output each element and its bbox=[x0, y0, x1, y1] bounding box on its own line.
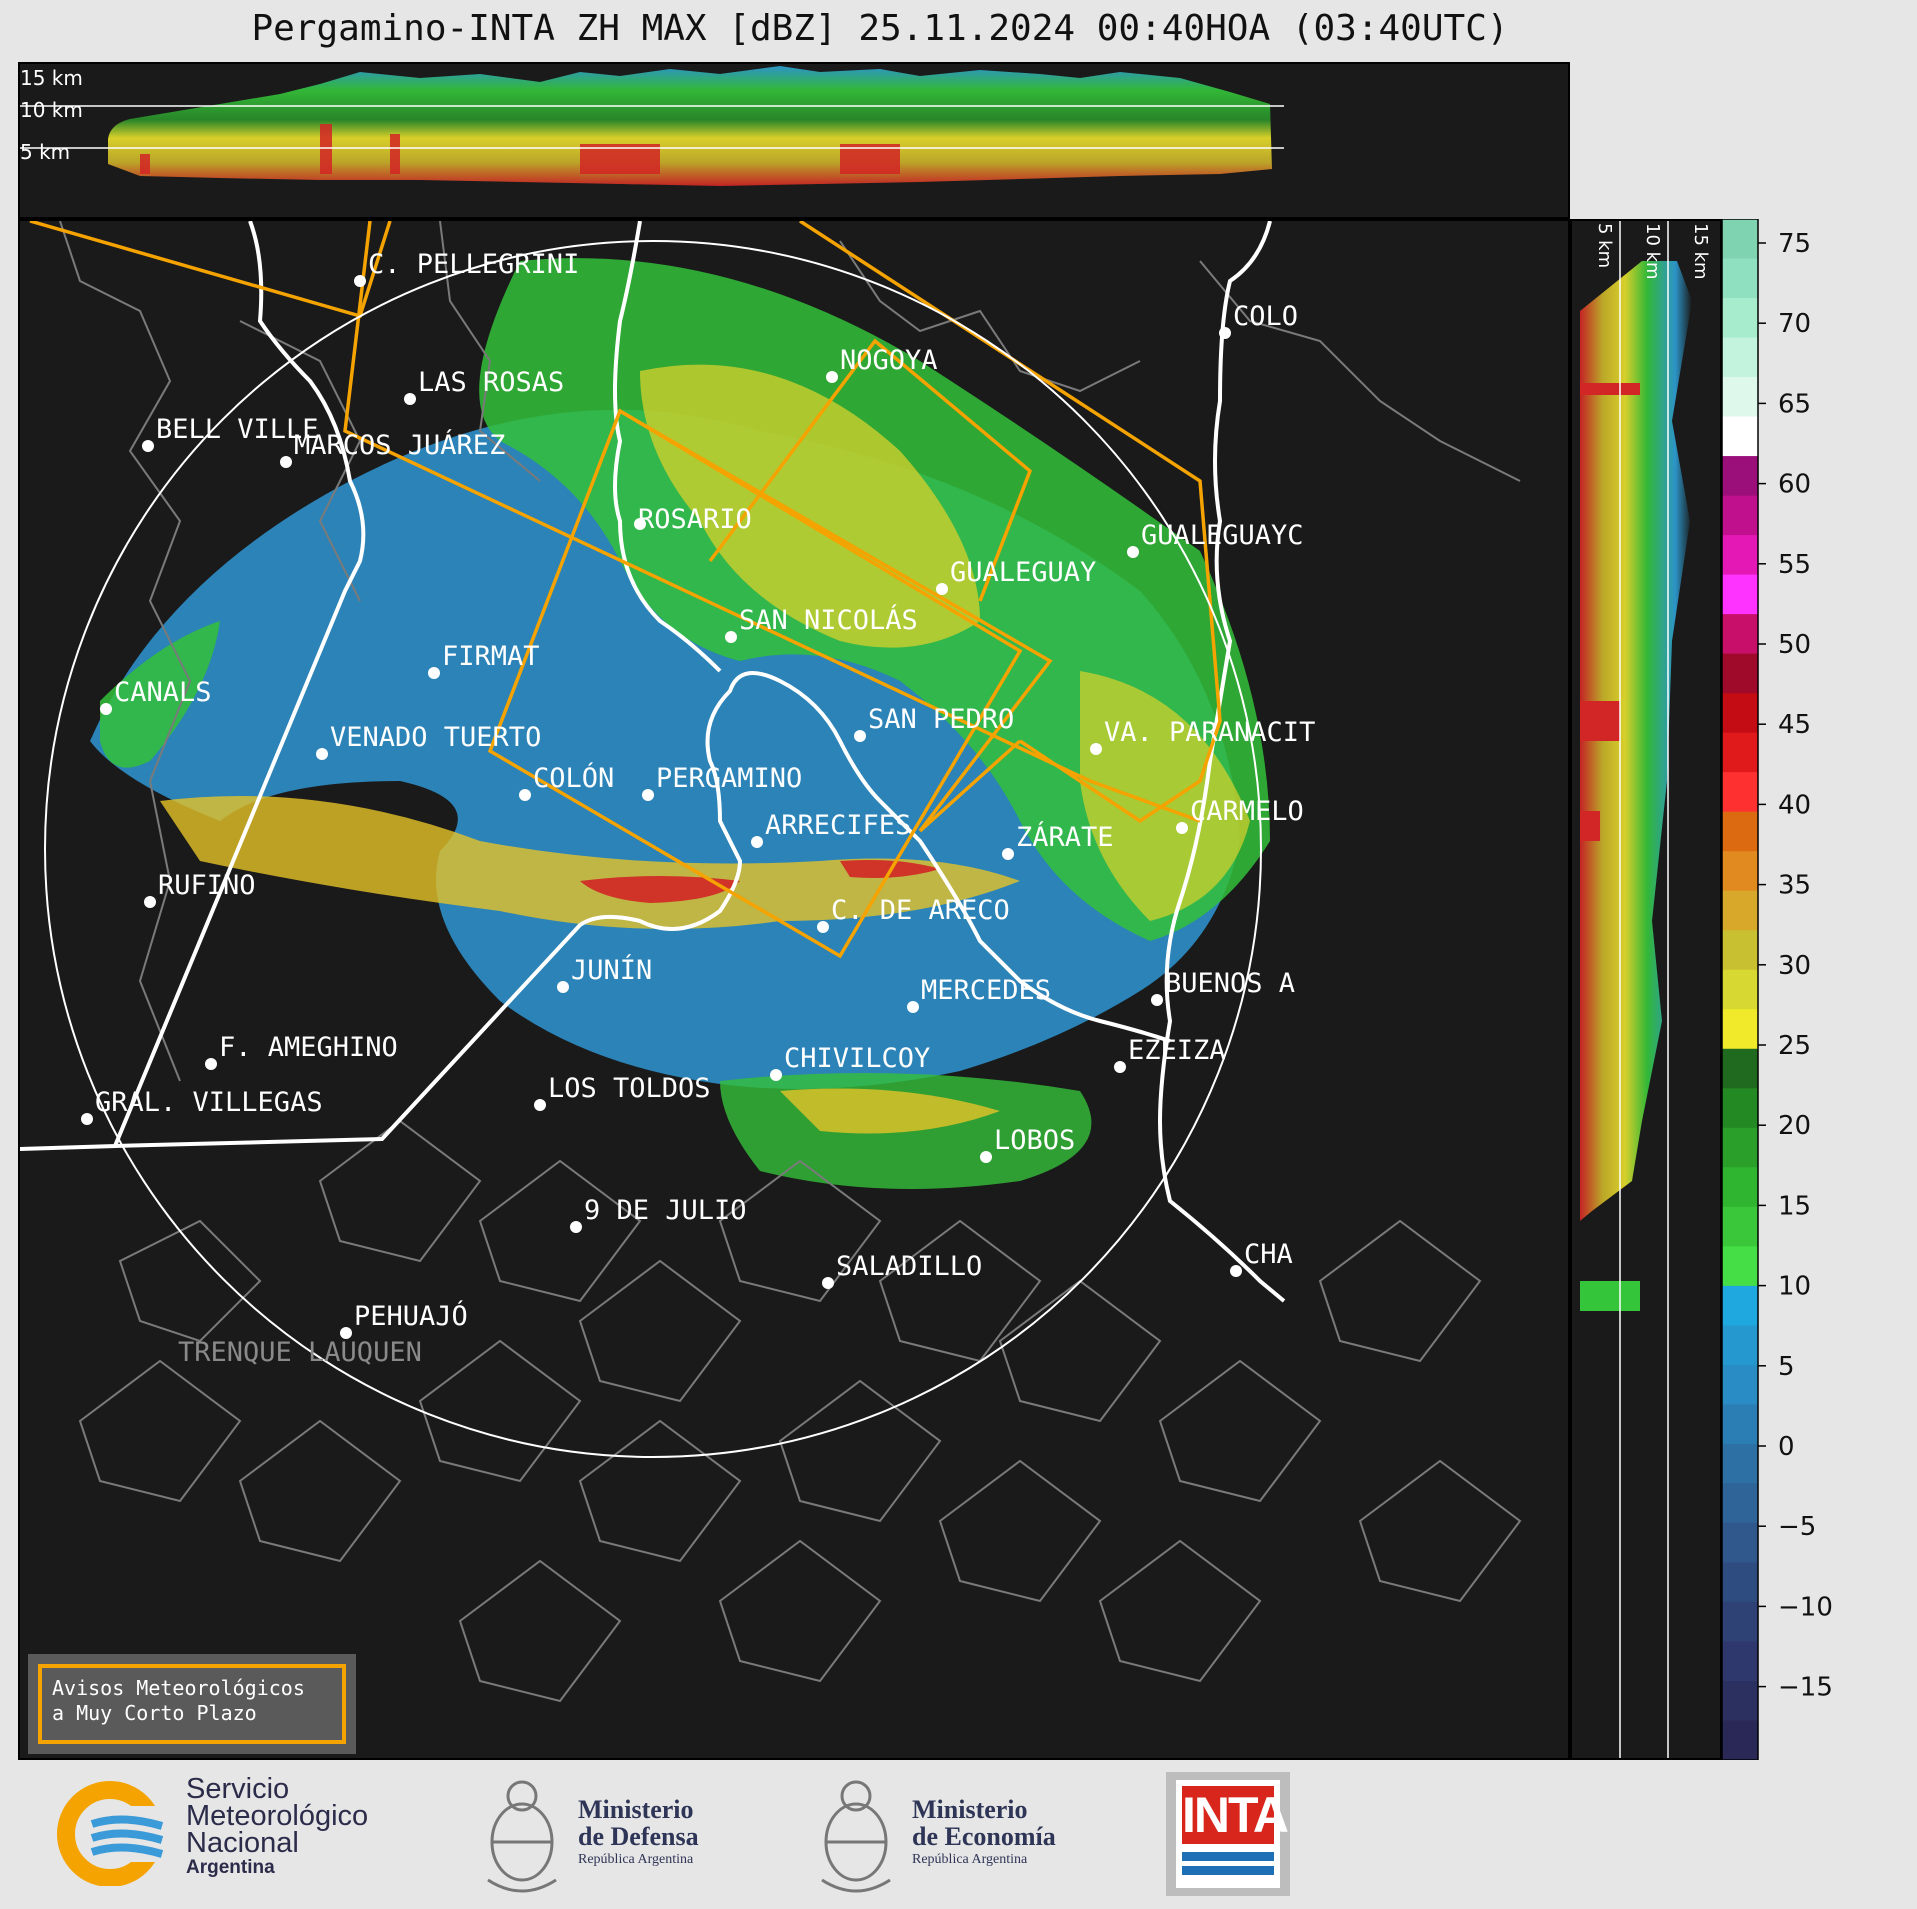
city-label: CARMELO bbox=[1190, 796, 1304, 827]
colorbar-band bbox=[1722, 259, 1758, 299]
colorbar-tick-label: 40 bbox=[1778, 790, 1812, 821]
colorbar-bands bbox=[1722, 219, 1758, 1760]
city-buenos-a bbox=[1151, 968, 1295, 1006]
city-label: RUFINO bbox=[158, 870, 256, 901]
colorbar-tick-label: −15 bbox=[1778, 1672, 1833, 1703]
colorbar-tick-label: −5 bbox=[1778, 1512, 1817, 1543]
city-label: LOBOS bbox=[994, 1125, 1076, 1156]
defensa-coat-of-arms-icon bbox=[478, 1762, 568, 1902]
inta-logo bbox=[1166, 1772, 1290, 1896]
city-label: VA. PARANACIT bbox=[1104, 717, 1316, 748]
city-label: TRENQUE LAUQUEN bbox=[178, 1337, 422, 1368]
city-label: LAS ROSAS bbox=[418, 367, 565, 398]
top-cross-section bbox=[18, 62, 1570, 219]
city-pehuaj- bbox=[340, 1300, 468, 1339]
city-label: MARCOS JUÁREZ bbox=[294, 430, 506, 461]
city-label: ARRECIFES bbox=[765, 810, 912, 841]
colorbar-tick-label: 20 bbox=[1778, 1111, 1812, 1142]
defensa-line2: de Defensa bbox=[578, 1822, 699, 1851]
colorbar-band bbox=[1722, 1365, 1758, 1405]
city-marker-icon bbox=[822, 1277, 834, 1289]
city-marker-icon bbox=[354, 275, 366, 287]
city-label: EZEIZA bbox=[1128, 1035, 1226, 1066]
city-cha bbox=[1230, 1239, 1293, 1277]
side-altitude-label-15km: 15 km bbox=[1690, 223, 1711, 280]
warning-legend-line1: Avisos Meteorológicos bbox=[52, 1676, 305, 1700]
colorbar-band bbox=[1722, 417, 1758, 457]
city-label: CANALS bbox=[114, 677, 212, 708]
city-label: SALADILLO bbox=[836, 1251, 983, 1282]
smn-emblem-icon bbox=[52, 1776, 172, 1886]
city-rosario bbox=[634, 504, 752, 535]
colorbar-tick-label: 30 bbox=[1778, 950, 1812, 981]
colorbar-band bbox=[1722, 575, 1758, 615]
colorbar-band bbox=[1722, 1720, 1758, 1760]
colorbar-band bbox=[1722, 1483, 1758, 1523]
colorbar-band bbox=[1722, 1009, 1758, 1049]
city-marker-icon bbox=[854, 730, 866, 742]
city-ezeiza bbox=[1114, 1035, 1226, 1073]
city-colo bbox=[1219, 301, 1298, 339]
side-altitude-label-5km: 5 km bbox=[1594, 223, 1615, 269]
city-9-de-julio bbox=[570, 1195, 747, 1233]
city-marker-icon bbox=[907, 1001, 919, 1013]
colorbar-band bbox=[1722, 654, 1758, 694]
city-label: GUALEGUAY bbox=[950, 557, 1097, 588]
defensa-line3: República Argentina bbox=[578, 1852, 694, 1867]
city-gral-villegas bbox=[81, 1087, 323, 1125]
city-los-toldos bbox=[534, 1073, 711, 1111]
top-echo-profile bbox=[108, 66, 1272, 186]
smn-logo bbox=[52, 1773, 422, 1886]
colorbar-band bbox=[1722, 535, 1758, 575]
colorbar-band bbox=[1722, 1404, 1758, 1444]
city-marker-icon bbox=[570, 1221, 582, 1233]
city-marker-icon bbox=[1219, 327, 1231, 339]
city-marker-icon bbox=[100, 703, 112, 715]
city-bell-ville bbox=[142, 414, 319, 452]
city-label: BUENOS A bbox=[1165, 968, 1296, 999]
chart-title: Pergamino-INTA ZH MAX [dBZ] 25.11.2024 00:40HOA (03:40UTC) bbox=[251, 8, 1509, 49]
colorbar-band bbox=[1722, 1641, 1758, 1681]
smn-line1: Servicio bbox=[186, 1773, 290, 1805]
colorbar-tick-label: 50 bbox=[1778, 630, 1812, 660]
city-marker-icon bbox=[142, 440, 154, 452]
city-label: COLO bbox=[1233, 301, 1299, 332]
economia-coat-of-arms-icon bbox=[812, 1762, 902, 1902]
smn-line2: Meteorológico bbox=[186, 1800, 369, 1832]
colorbar-band bbox=[1722, 1562, 1758, 1602]
city-marker-icon bbox=[1176, 822, 1188, 834]
colorbar-band bbox=[1722, 693, 1758, 733]
colorbar-band bbox=[1722, 1602, 1758, 1642]
colorbar-band bbox=[1722, 298, 1758, 338]
colorbar-band bbox=[1722, 1246, 1758, 1286]
city-marker-icon bbox=[404, 393, 416, 405]
altitude-label-15km: 15 km bbox=[20, 66, 83, 90]
city-label: NOGOYA bbox=[840, 345, 938, 376]
colorbar-band bbox=[1722, 1444, 1758, 1484]
smn-line4: Argentina bbox=[186, 1857, 275, 1878]
colorbar-band bbox=[1722, 772, 1758, 812]
colorbar-tick-label: −10 bbox=[1778, 1592, 1833, 1623]
city-marker-icon bbox=[81, 1113, 93, 1125]
side-altitude-label-10km: 10 km bbox=[1642, 223, 1663, 280]
side-cross-section bbox=[1570, 219, 1722, 1760]
city-label: PERGAMINO bbox=[656, 763, 803, 794]
colorbar-band bbox=[1722, 1681, 1758, 1721]
city-marker-icon bbox=[725, 631, 737, 643]
colorbar-band bbox=[1722, 1523, 1758, 1563]
defensa-line1: Ministerio bbox=[578, 1795, 694, 1824]
colorbar-ticks bbox=[1758, 229, 1833, 1703]
colorbar-band bbox=[1722, 1207, 1758, 1247]
warning-legend bbox=[28, 1654, 356, 1754]
warning-polygon-northwest[interactable] bbox=[30, 221, 390, 316]
city-marker-icon bbox=[557, 981, 569, 993]
city-label: CHA bbox=[1244, 1239, 1293, 1270]
defensa-logo bbox=[478, 1762, 758, 1902]
city-rufino bbox=[144, 870, 256, 908]
city-label: GUALEGUAYC bbox=[1141, 520, 1304, 551]
city-label: ZÁRATE bbox=[1016, 822, 1114, 853]
altitude-label-10km: 10 km bbox=[20, 98, 83, 122]
city-marker-icon bbox=[770, 1069, 782, 1081]
colorbar-tick-label: 25 bbox=[1778, 1031, 1812, 1061]
city-label: F. AMEGHINO bbox=[219, 1032, 398, 1063]
colorbar bbox=[1722, 219, 1917, 1760]
colorbar-tick-label: 10 bbox=[1778, 1271, 1812, 1302]
city-marker-icon bbox=[1230, 1265, 1242, 1277]
city-label: PEHUAJÓ bbox=[354, 1301, 468, 1332]
city-saladillo bbox=[822, 1251, 982, 1289]
colorbar-band bbox=[1722, 812, 1758, 852]
top-cross-section-echoes bbox=[20, 64, 1568, 217]
city-marker-icon bbox=[936, 583, 948, 595]
colorbar-band bbox=[1722, 733, 1758, 773]
colorbar-tick-label: 35 bbox=[1778, 870, 1812, 901]
colorbar-band bbox=[1722, 614, 1758, 654]
colorbar-band bbox=[1722, 338, 1758, 378]
city-label: ROSARIO bbox=[638, 504, 752, 535]
colorbar-band bbox=[1722, 1128, 1758, 1168]
city-label: C. PELLEGRINI bbox=[368, 249, 580, 280]
city-marker-icon bbox=[1002, 848, 1014, 860]
colorbar-tick-label: 70 bbox=[1778, 309, 1812, 340]
city-label: CHIVILCOY bbox=[784, 1043, 931, 1074]
city-marker-icon bbox=[980, 1151, 992, 1163]
city-marker-icon bbox=[1114, 1061, 1126, 1073]
economia-line3: República Argentina bbox=[912, 1852, 1028, 1867]
radar-map[interactable] bbox=[18, 219, 1570, 1760]
city-marker-icon bbox=[316, 748, 328, 760]
colorbar-band bbox=[1722, 1286, 1758, 1326]
city-label: LOS TOLDOS bbox=[548, 1073, 711, 1104]
colorbar-tick-label: 15 bbox=[1778, 1191, 1812, 1222]
city-label: 9 DE JULIO bbox=[584, 1195, 747, 1226]
city-marker-icon bbox=[519, 789, 531, 801]
colorbar-band bbox=[1722, 377, 1758, 417]
inta-wordmark: INTA bbox=[1182, 1787, 1287, 1843]
city-label: VENADO TUERTO bbox=[330, 722, 542, 753]
logo-bar bbox=[0, 1762, 1917, 1909]
city-marker-icon bbox=[144, 896, 156, 908]
economia-line2: de Economía bbox=[912, 1822, 1056, 1851]
city-label: SAN NICOLÁS bbox=[739, 605, 918, 636]
colorbar-tick-label: 45 bbox=[1778, 710, 1812, 741]
colorbar-tick-label: 65 bbox=[1778, 389, 1812, 420]
city-marker-icon bbox=[817, 921, 829, 933]
city-label: FIRMAT bbox=[442, 641, 540, 672]
side-echo-south bbox=[1580, 1281, 1640, 1311]
colorbar-band bbox=[1722, 456, 1758, 496]
colorbar-tick-label: 55 bbox=[1778, 549, 1812, 580]
economia-logo bbox=[812, 1762, 1112, 1902]
colorbar-band bbox=[1722, 930, 1758, 970]
city-label: COLÓN bbox=[533, 763, 615, 794]
city-marker-icon bbox=[1151, 994, 1163, 1006]
altitude-label-5km: 5 km bbox=[20, 140, 71, 164]
radar-map-canvas bbox=[20, 221, 1568, 1758]
city-label: BELL VILLE bbox=[156, 414, 319, 445]
city-f-ameghino bbox=[205, 1032, 398, 1070]
colorbar-band bbox=[1722, 496, 1758, 536]
colorbar-band bbox=[1722, 1049, 1758, 1089]
colorbar-band bbox=[1722, 970, 1758, 1010]
city-marker-icon bbox=[826, 371, 838, 383]
side-cross-section-echoes bbox=[1572, 221, 1720, 1758]
warning-legend-line2: a Muy Corto Plazo bbox=[52, 1701, 257, 1725]
city-marker-icon bbox=[280, 456, 292, 468]
city-label: JUNÍN bbox=[571, 955, 653, 986]
city-marker-icon bbox=[751, 836, 763, 848]
colorbar-tick-label: 5 bbox=[1778, 1351, 1795, 1382]
colorbar-band bbox=[1722, 1088, 1758, 1128]
city-marker-icon bbox=[1127, 546, 1139, 558]
city-marker-icon bbox=[1090, 743, 1102, 755]
colorbar-band bbox=[1722, 1325, 1758, 1365]
colorbar-band bbox=[1722, 1167, 1758, 1207]
colorbar-band bbox=[1722, 851, 1758, 891]
city-label: C. DE ARECO bbox=[831, 895, 1010, 926]
city-label: SAN PEDRO bbox=[868, 704, 1015, 735]
warning-legend-frame bbox=[38, 1664, 346, 1744]
city-marker-icon bbox=[205, 1058, 217, 1070]
colorbar-tick-label: 0 bbox=[1778, 1432, 1795, 1462]
city-marker-icon bbox=[534, 1099, 546, 1111]
city-marker-icon bbox=[428, 667, 440, 679]
city-marker-icon bbox=[642, 789, 654, 801]
city-label: MERCEDES bbox=[921, 975, 1052, 1006]
colorbar-band bbox=[1722, 219, 1758, 259]
colorbar-tick-label: 60 bbox=[1778, 469, 1812, 500]
smn-line3: Nacional bbox=[186, 1827, 299, 1859]
colorbar-band bbox=[1722, 891, 1758, 931]
city-trenque-lauquen bbox=[178, 1337, 422, 1368]
colorbar-tick-label: 75 bbox=[1778, 229, 1812, 259]
economia-line1: Ministerio bbox=[912, 1795, 1028, 1824]
city-label: GRAL. VILLEGAS bbox=[95, 1087, 323, 1118]
